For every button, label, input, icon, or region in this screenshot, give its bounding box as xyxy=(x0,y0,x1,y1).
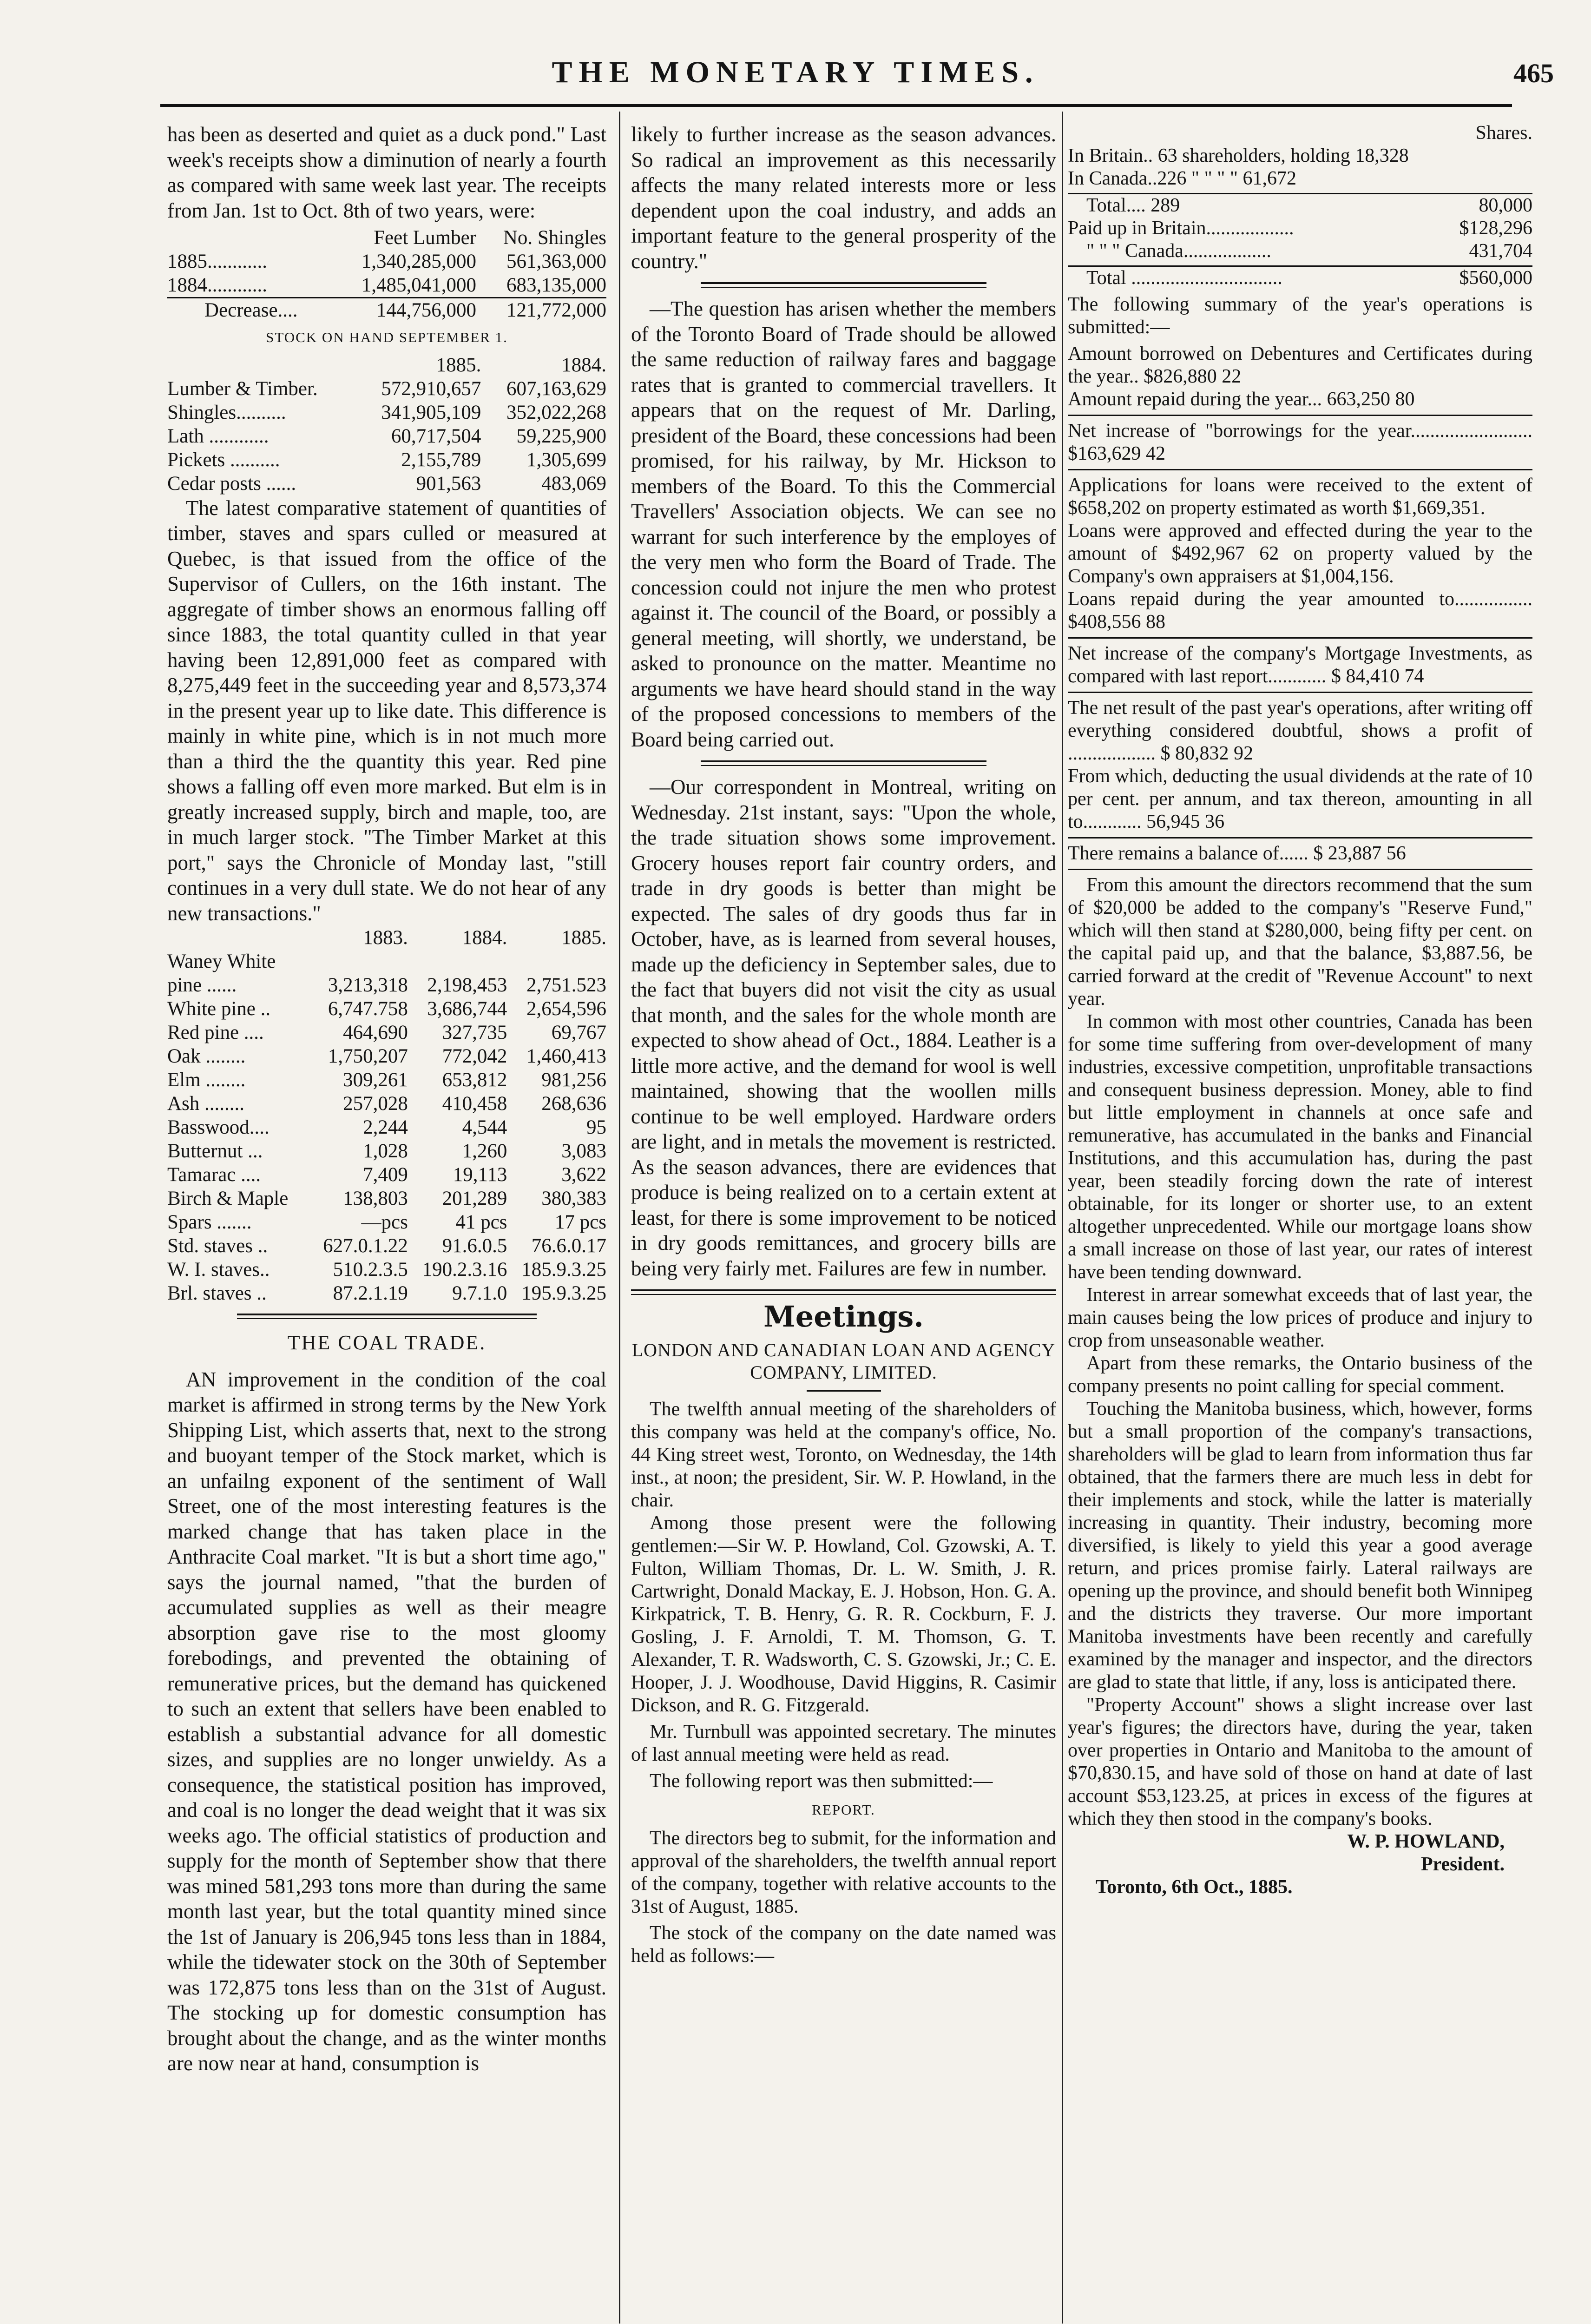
table-row: Lumber & Timber. 572,910,657 607,163,629 xyxy=(167,377,606,400)
manitoba-paragraph: Touching the Manitoba business, which, however, forms but a small proportion of the company's transactions, shareholders will be glad to learn from information thus far obtained, that the farmers there are much less in debt for their implements and stock, while the latter is materially increasing in quantity. Their industry, becoming more diversified, is likely to yield this year a good average return, and prices promise fairly. Lateral railways are opening up the province, and should benefit both Winnipeg and the districts they traverse. Our more important Manitoba investments have been recently and carefully examined by the manager and inspector, and the directors are glad to state that little, if any, loss is anticipated there. xyxy=(1068,1398,1532,1693)
shares-label: Shares. xyxy=(1475,122,1532,144)
ontario-paragraph: Apart from these remarks, the Ontario business of the company presents no point calling for special comment. xyxy=(1068,1353,1532,1397)
header-rule xyxy=(160,104,1512,107)
net-borrowings-line: Net increase of "borrowings for the year......................... $163,629 42 xyxy=(1068,420,1532,464)
table-row: pine ...... 3,213,318 2,198,453 2,751.523 xyxy=(167,974,606,996)
repaid-line: Amount repaid during the year... 663,250 80 xyxy=(1068,389,1415,410)
table-row: Red pine .... 464,690 327,735 69,767 xyxy=(167,1022,606,1043)
britain-holding: In Britain.. 63 shareholders, holding 18,328 xyxy=(1068,145,1409,166)
table-row: Elm ........ 309,261 653,812 981,256 xyxy=(167,1069,606,1091)
montreal-paragraph: —Our correspondent in Montreal, writing on Wednesday. 21st instant, says: "Upon the whole, the trade situation shows some improvement. Grocery houses report fair country orders, and trade in dry goods is better than might be expected. The sales of dry goods thus far in October, have, as is learned from several houses, made up the deficiency in September sales, due to the fact that buyers did not visit the city as usual that month, and the sales for the whole month are expected to show ahead of Oct., 1884. Leather is a little more active, and the demand for wool is well maintained, showing that the woollen mills continue to be well employed. Hardware orders are light, and in metals the movement is restricted. As the season advances, there are evidences that produce is being realized on to a certain extent at least, for there is some improvement to be noticed in dry goods remittances, and grocery bills are being very fairly met. Failures are few in number. xyxy=(631,775,1056,1280)
coal-continued-paragraph: likely to further increase as the season advances. So radical an improvement as this necessarily affects the many related interests more or less dependent upon the coal industry, and adds an important feature to the general prosperity of the country." xyxy=(631,123,1056,273)
canada-holding: In Canada..226 " " " " 61,672 xyxy=(1068,168,1297,189)
table-row: Brl. staves .. 87.2.1.19 9.7.1.0 195.9.3.25 xyxy=(167,1282,606,1304)
table-row: Oak ........ 1,750,207 772,042 1,460,413 xyxy=(167,1045,606,1067)
paid-britain-row: Paid up in Britain.................. $128,296 xyxy=(1068,218,1532,239)
timber-paragraph: The latest comparative statement of quantities of timber, staves and spars culled or measured at Quebec, is that issued from the office of the Supervisor of Cullers, on the 16th instant. The aggregate of timber shows an enormous falling off since 1883, the total quantity culled in that year having been 12,891,000 feet as compared with 8,275,449 feet in the succeeding year and 8,573,374 in the present year up to like date. This difference is mainly in white pine, which is in not much more than a third the the quantity this year. Red pine shows a falling off even more marked. But elm is in greatly increased supply, birch and maple, too, are in much larger stock. "The Timber Market at this port," says the Chronicle of Monday last, "still continues in a very dull state. We do not hear of any new transactions." xyxy=(167,496,606,925)
deducting-line: From which, deducting the usual dividends at the rate of 10 per cent. per annum, and tax thereon, amounting in all to............ 56,945 36 xyxy=(1068,766,1532,832)
total-paid-row: Total ............................... $560,000 xyxy=(1086,267,1532,289)
balance-line: There remains a balance of...... $ 23,887 56 xyxy=(1068,843,1406,864)
company-heading: LONDON AND CANADIAN LOAN AND AGENCY COMPANY, LIMITED. xyxy=(631,1339,1056,1383)
stock-paragraph: The stock of the company on the date named was held as follows:— xyxy=(631,1922,1056,1967)
dateline: Toronto, 6th Oct., 1885. xyxy=(1096,1876,1293,1898)
receipts-table xyxy=(167,226,606,322)
stock-table: 1885. 1884. Lumber & Timber. 572,910,657 607,163,629 Shingles.......... 341,905,109 352,022,268 Lath ............ 60,717,504 59,225,900 Pickets .......... 2,155,789 1,305,699 Cedar posts ...... 901,563 483,069 xyxy=(167,354,606,495)
total-shares-row: Total.... 289 80,000 xyxy=(1086,195,1532,216)
secretary-paragraph: Mr. Turnbull was appointed secretary. The minutes of last annual meeting were held as read. xyxy=(631,1721,1056,1765)
timber-table: 1883. 1884. 1885. Waney White pine ...... 3,213,318 2,198,453 2,751.523 White pine .. 6,747.758 3,686,744 2,654,596 Red pine .... 464,690 327,735 69,767 Oak ........ 1,750,207 772,042 1,460,413 Elm ........ 309,261 653,812 981,256 Ash ........ 257,028 410,458 268,636 Basswood.... 2,244 4,544 95 Butternut ... 1,028 1,260 3,083 Tamarac .... 7,409 19,113 3,622 Birch & Maple 138,803 201,289 380,383 Spars ....... —pcs 41 pcs 17 pcs Std. staves .. 627.0.1.22 91.6.0.5 76.6.0.17 W. I. staves.. 510.2.3.5 190.2.3.16 185.9.3.25 Brl. staves .. 87.2.1.19 9.7.1.0 195.9.3.25 xyxy=(167,927,606,1304)
column-2 xyxy=(631,122,1056,2324)
decrease-row: Decrease.... 144,756,000 121,772,000 xyxy=(167,298,606,323)
section-divider xyxy=(701,760,986,766)
arrears-paragraph: Interest in arrear somewhat exceeds that of last year, the main causes being the low prices of produce and injury to crop from unseasonable weather. xyxy=(1068,1284,1532,1351)
coal-paragraph: AN improvement in the condition of the coal market is affirmed in strong terms by the New York Shipping List, which asserts that, next to the strong and buoyant temper of the Stock market, which is an unfailng exponent of the sentiment of Wall Street, one of the most interesting features is the marked change that has taken place in the Anthracite Coal market. "It is but a short time ago," says the journal named, "that the burden of accumulated supplies as well as their meagre absorption gave rise to the most gloomy forebodings, and prevented the obtaining of remunerative prices, but the demand has quickened to such an extent that sellers have been enabled to establish a substantial advance for all domestic sizes, and supplies are no longer unwieldy. As a consequence, the statistical position has improved, and coal is no longer the dead weight that it was six weeks ago. The official statistics of production and supply for the month of September show that there was mined 581,293 tons more than during the same month last year, but the total quantity mined since the 1st of January is 206,945 tons less than in 1884, while the tidewater stock on the 30th of September was 172,875 tons less than on the 31st of August. The stocking up for domestic consumption has brought about the change, and as the winter months are now near at hand, consumption is xyxy=(167,1367,606,2075)
table-row: Lath ............ 60,717,504 59,225,900 xyxy=(167,425,606,447)
receipts-header-shingles: No. Shingles xyxy=(503,227,606,249)
table-row: 1884............ 1,485,041,000 683,135,000 xyxy=(167,274,606,296)
reserve-fund-paragraph: From this amount the directors recommend that the sum of $20,000 be added to the company's "Reserve Fund," which will then stand at $280,000, being fifty per cent. on the capital paid up, and that the balance, $3,887.56, be carried forward at the credit of "Revenue Account" to next year. xyxy=(1068,874,1532,1010)
table-row: Waney White xyxy=(167,951,276,972)
meetings-heading: Meetings. xyxy=(763,1300,924,1334)
table-row: W. I. staves.. 510.2.3.5 190.2.3.16 185.9.3.25 xyxy=(167,1259,606,1281)
table-row: White pine .. 6,747.758 3,686,744 2,654,596 xyxy=(167,998,606,1020)
table-row: Tamarac .... 7,409 19,113 3,622 xyxy=(167,1164,606,1186)
table-row: Spars ....... —pcs 41 pcs 17 pcs xyxy=(167,1211,606,1233)
column-rule-1 xyxy=(619,112,620,2324)
report-heading: REPORT. xyxy=(812,1801,875,1818)
section-divider xyxy=(237,1314,537,1319)
table-row: 1885............ 1,340,285,000 561,363,000 xyxy=(167,251,606,272)
table-row: Std. staves .. 627.0.1.22 91.6.0.5 76.6.0.17 xyxy=(167,1235,606,1257)
loans-repaid-line: Loans repaid during the year amounted to................ $408,556 88 xyxy=(1068,588,1532,633)
receipts-header-feet: Feet Lumber xyxy=(374,227,477,249)
lumber-paragraph: has been as deserted and quiet as a duck pond." Last week's receipts show a diminution of nearly a fourth as compared with same week last year. The receipts from Jan. 1st to Oct. 8th of two years, were: xyxy=(167,123,606,222)
receipts-header-blank xyxy=(167,226,331,250)
approved-line: Loans were approved and effected during the year to the amount of $492,967 62 on property valued by the Company's own appraisers at $1,004,156. xyxy=(1068,520,1532,587)
masthead-title: THE MONETARY TIMES. xyxy=(552,55,1039,89)
stock-caption: STOCK ON HAND SEPTEMBER 1. xyxy=(266,329,508,345)
net-mortgage-line: Net increase of the company's Mortgage Investments, as compared with last report............ $ 84,410 74 xyxy=(1068,643,1532,687)
paid-canada-row: " " " Canada.................. 431,704 xyxy=(1086,240,1532,262)
applications-line: Applications for loans were received to the extent of $658,202 on property estimated as worth $1,669,351. xyxy=(1068,475,1532,519)
column-rule-2 xyxy=(1062,112,1063,2324)
meeting-paragraph: The twelfth annual meeting of the shareholders of this company was held at the company's office, No. 44 King street west, Toronto, on Wednesday, the 14th inst., at noon; the president, Sir. W. P. Howland, in the chair. xyxy=(631,1398,1056,1511)
table-row: Butternut ... 1,028 1,260 3,083 xyxy=(167,1140,606,1162)
summary-intro: The following summary of the year's operations is submitted:— xyxy=(1068,294,1532,338)
directors-paragraph: The directors beg to submit, for the information and approval of the shareholders, the twelfth annual report of the company, together with relative accounts to the 31st of August, 1885. xyxy=(631,1828,1056,1917)
section-divider xyxy=(701,282,986,288)
table-row: Ash ........ 257,028 410,458 268,636 xyxy=(167,1093,606,1115)
report-intro-paragraph: The following report was then submitted:— xyxy=(650,1770,993,1792)
net-result-line: The net result of the past year's operations, after writing off everything considered doubtful, shows a profit of .................. $ 80,832 92 xyxy=(1068,697,1532,764)
table-row: Basswood.... 2,244 4,544 95 xyxy=(167,1116,606,1138)
table-row: Shingles.......... 341,905,109 352,022,268 xyxy=(167,401,606,423)
column-3 xyxy=(1068,122,1532,2324)
signature-title: President. xyxy=(1420,1854,1505,1875)
column-1 xyxy=(167,122,606,2324)
table-row: Pickets .......... 2,155,789 1,305,699 xyxy=(167,449,606,471)
borrowed-line: Amount borrowed on Debentures and Certificates during the year.. $826,880 22 xyxy=(1068,343,1532,387)
signature-name: W. P. HOWLAND, xyxy=(1347,1831,1505,1852)
page-number: 465 xyxy=(1513,58,1554,88)
table-row: Cedar posts ...... 901,563 483,069 xyxy=(167,472,606,495)
short-rule xyxy=(807,1390,881,1392)
board-of-trade-paragraph: —The question has arisen whether the members of the Toronto Board of Trade should be allowed the same reduction of railway fares and baggage rates that is granted to commercial travellers. It appears that on the request of Mr. Darling, president of the Board, these concessions had been promised, for his railway, by Mr. Hickson to members of the Board. To this the Commercial Travellers' Association objects. We can see no warrant for such interference by the employes of the very men who form the Board of Trade. The concession could not injure the men who protest against it. The council of the Board, or possibly a general meeting, will shortly, we understand, be asked to pronounce on the matter. Meantime no arguments we have heard should stand in the way of the proposed concessions to members of the Board being carried out. xyxy=(631,297,1056,751)
property-account-paragraph: "Property Account" shows a slight increase over last year's figures; the directors have, during the year, taken over properties in Ontario and Manitoba to the amount of $70,830.15, and have sold of those on hand at date of last account $53,123.25, at prices in excess of the figures at which they then stood in the company's books. xyxy=(1068,1694,1532,1829)
depression-paragraph: In common with most other countries, Canada has been for some time suffering from over-development of many industries, excessive competition, unprofitable transactions and consequent business depression. Money, able to find but little employment in channels at once safe and remunerative, has accumulated in the banks and Financial Institutions, and this accumulation has, during the past year, been steadily forcing down the rate of interest obtainable, for its longer or shorter use, to an extent altogether unprecedented. While our mortgage loans show a small increase on those of last year, our rates of interest have been tending downward. xyxy=(1068,1011,1532,1283)
section-divider xyxy=(631,1289,1056,1295)
table-row: Birch & Maple 138,803 201,289 380,383 xyxy=(167,1188,606,1209)
attendees-paragraph: Among those present were the following gentlemen:—Sir W. P. Howland, Col. Gzowski, A. T. Fulton, William Thomas, Dr. L. W. Smith, J. R. Cartwright, Donald Mackay, E. J. Hobson, Hon. G. A. Kirkpatrick, T. B. Henry, G. R. R. Cockburn, F. J. Gosling, J. F. Arnoldi, T. M. Thomson, G. T. Alexander, T. R. Wadsworth, C. S. Gzowski, Jr.; C. E. Hooper, J. J. Woodhouse, David Higgins, R. Casimir Dickson, and R. G. Fitzgerald. xyxy=(631,1512,1056,1716)
coal-trade-heading: THE COAL TRADE. xyxy=(287,1331,487,1354)
